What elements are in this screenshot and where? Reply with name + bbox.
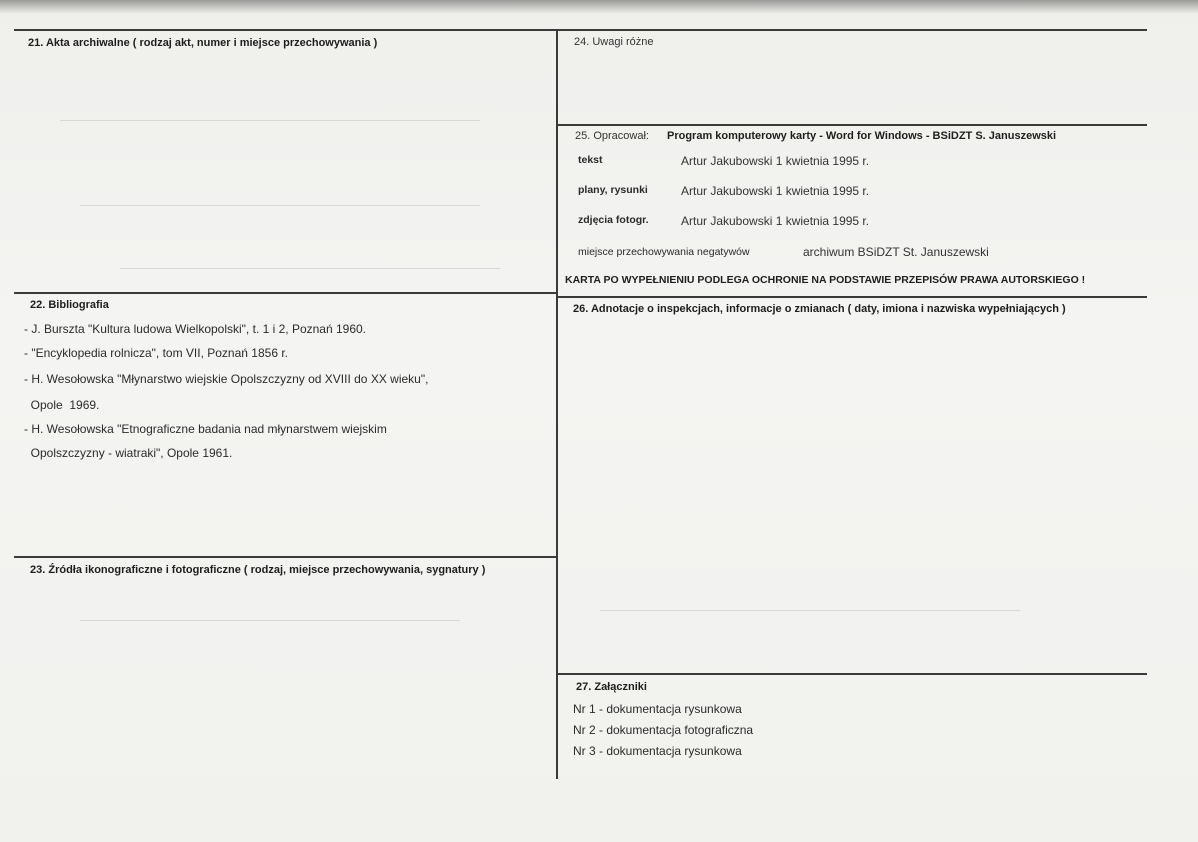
show-through-line — [60, 120, 480, 121]
bibliography-line: - J. Burszta "Kultura ludowa Wielkopolski", t. 1 i 2, Poznań 1960. — [24, 322, 367, 336]
program-label: Program komputerowy karty - Word for Windows - BSiDZT S. Januszewski — [667, 130, 1057, 142]
scan-edge — [0, 0, 1198, 14]
bibliography-line: Opole 1969. — [24, 398, 100, 412]
attachment-item: Nr 1 - dokumentacja rysunkowa — [573, 702, 742, 716]
section-23-header: 23. Źródła ikonograficzne i fotograficzne ( rodzaj, miejsce przechowywania, sygnatury ) — [30, 564, 486, 576]
bibliography-line: - "Encyklopedia rolnicza", tom VII, Poznań 1856 r. — [24, 346, 288, 360]
show-through-line — [120, 268, 500, 269]
section-24-header: 24. Uwagi różne — [574, 36, 654, 48]
row-label-tekst: tekst — [578, 154, 603, 166]
row-value-zdjecia: Artur Jakubowski 1 kwietnia 1995 r. — [681, 214, 870, 228]
bibliography-line: Opolszczyzny - wiatraki", Opole 1961. — [24, 446, 233, 460]
row-label-zdjecia: zdjęcia fotogr. — [578, 214, 649, 226]
attachment-item: Nr 3 - dokumentacja rysunkowa — [573, 744, 742, 758]
show-through-line — [600, 610, 1020, 611]
section-25-prefix: 25. Opracował: — [575, 130, 649, 142]
divider-21-22 — [14, 292, 557, 294]
section-27-header: 27. Załączniki — [576, 681, 647, 693]
divider-24-25 — [557, 124, 1147, 126]
center-divider — [556, 29, 558, 779]
section-21-header: 21. Akta archiwalne ( rodzaj akt, numer i miejsce przechowywania ) — [28, 37, 378, 49]
show-through-line — [80, 620, 460, 621]
section-26-header: 26. Adnotacje o inspekcjach, informacje o zmianach ( daty, imiona i nazwiska wypełniających ) — [573, 303, 1066, 315]
copyright-notice: KARTA PO WYPEŁNIENIU PODLEGA OCHRONIE NA PODSTAWIE PRZEPISÓW PRAWA AUTORSKIEGO ! — [565, 274, 1086, 286]
divider-25-26 — [557, 296, 1147, 298]
row-label-plany: plany, rysunki — [578, 184, 648, 196]
show-through-line — [80, 205, 480, 206]
negatives-value: archiwum BSiDZT St. Januszewski — [803, 245, 989, 259]
row-value-plany: Artur Jakubowski 1 kwietnia 1995 r. — [681, 184, 870, 198]
bibliography-line: - H. Wesołowska "Etnograficzne badania nad młynarstwem wiejskim — [24, 422, 387, 436]
divider-26-27 — [557, 673, 1147, 675]
top-border — [14, 29, 1147, 31]
attachment-item: Nr 2 - dokumentacja fotograficzna — [573, 723, 754, 737]
section-22-header: 22. Bibliografia — [30, 299, 109, 311]
divider-22-23 — [14, 556, 557, 558]
row-value-tekst: Artur Jakubowski 1 kwietnia 1995 r. — [681, 154, 870, 168]
bibliography-line: - H. Wesołowska "Młynarstwo wiejskie Opolszczyzny od XVIII do XX wieku", — [24, 372, 429, 386]
negatives-label: miejsce przechowywania negatywów — [578, 246, 750, 258]
